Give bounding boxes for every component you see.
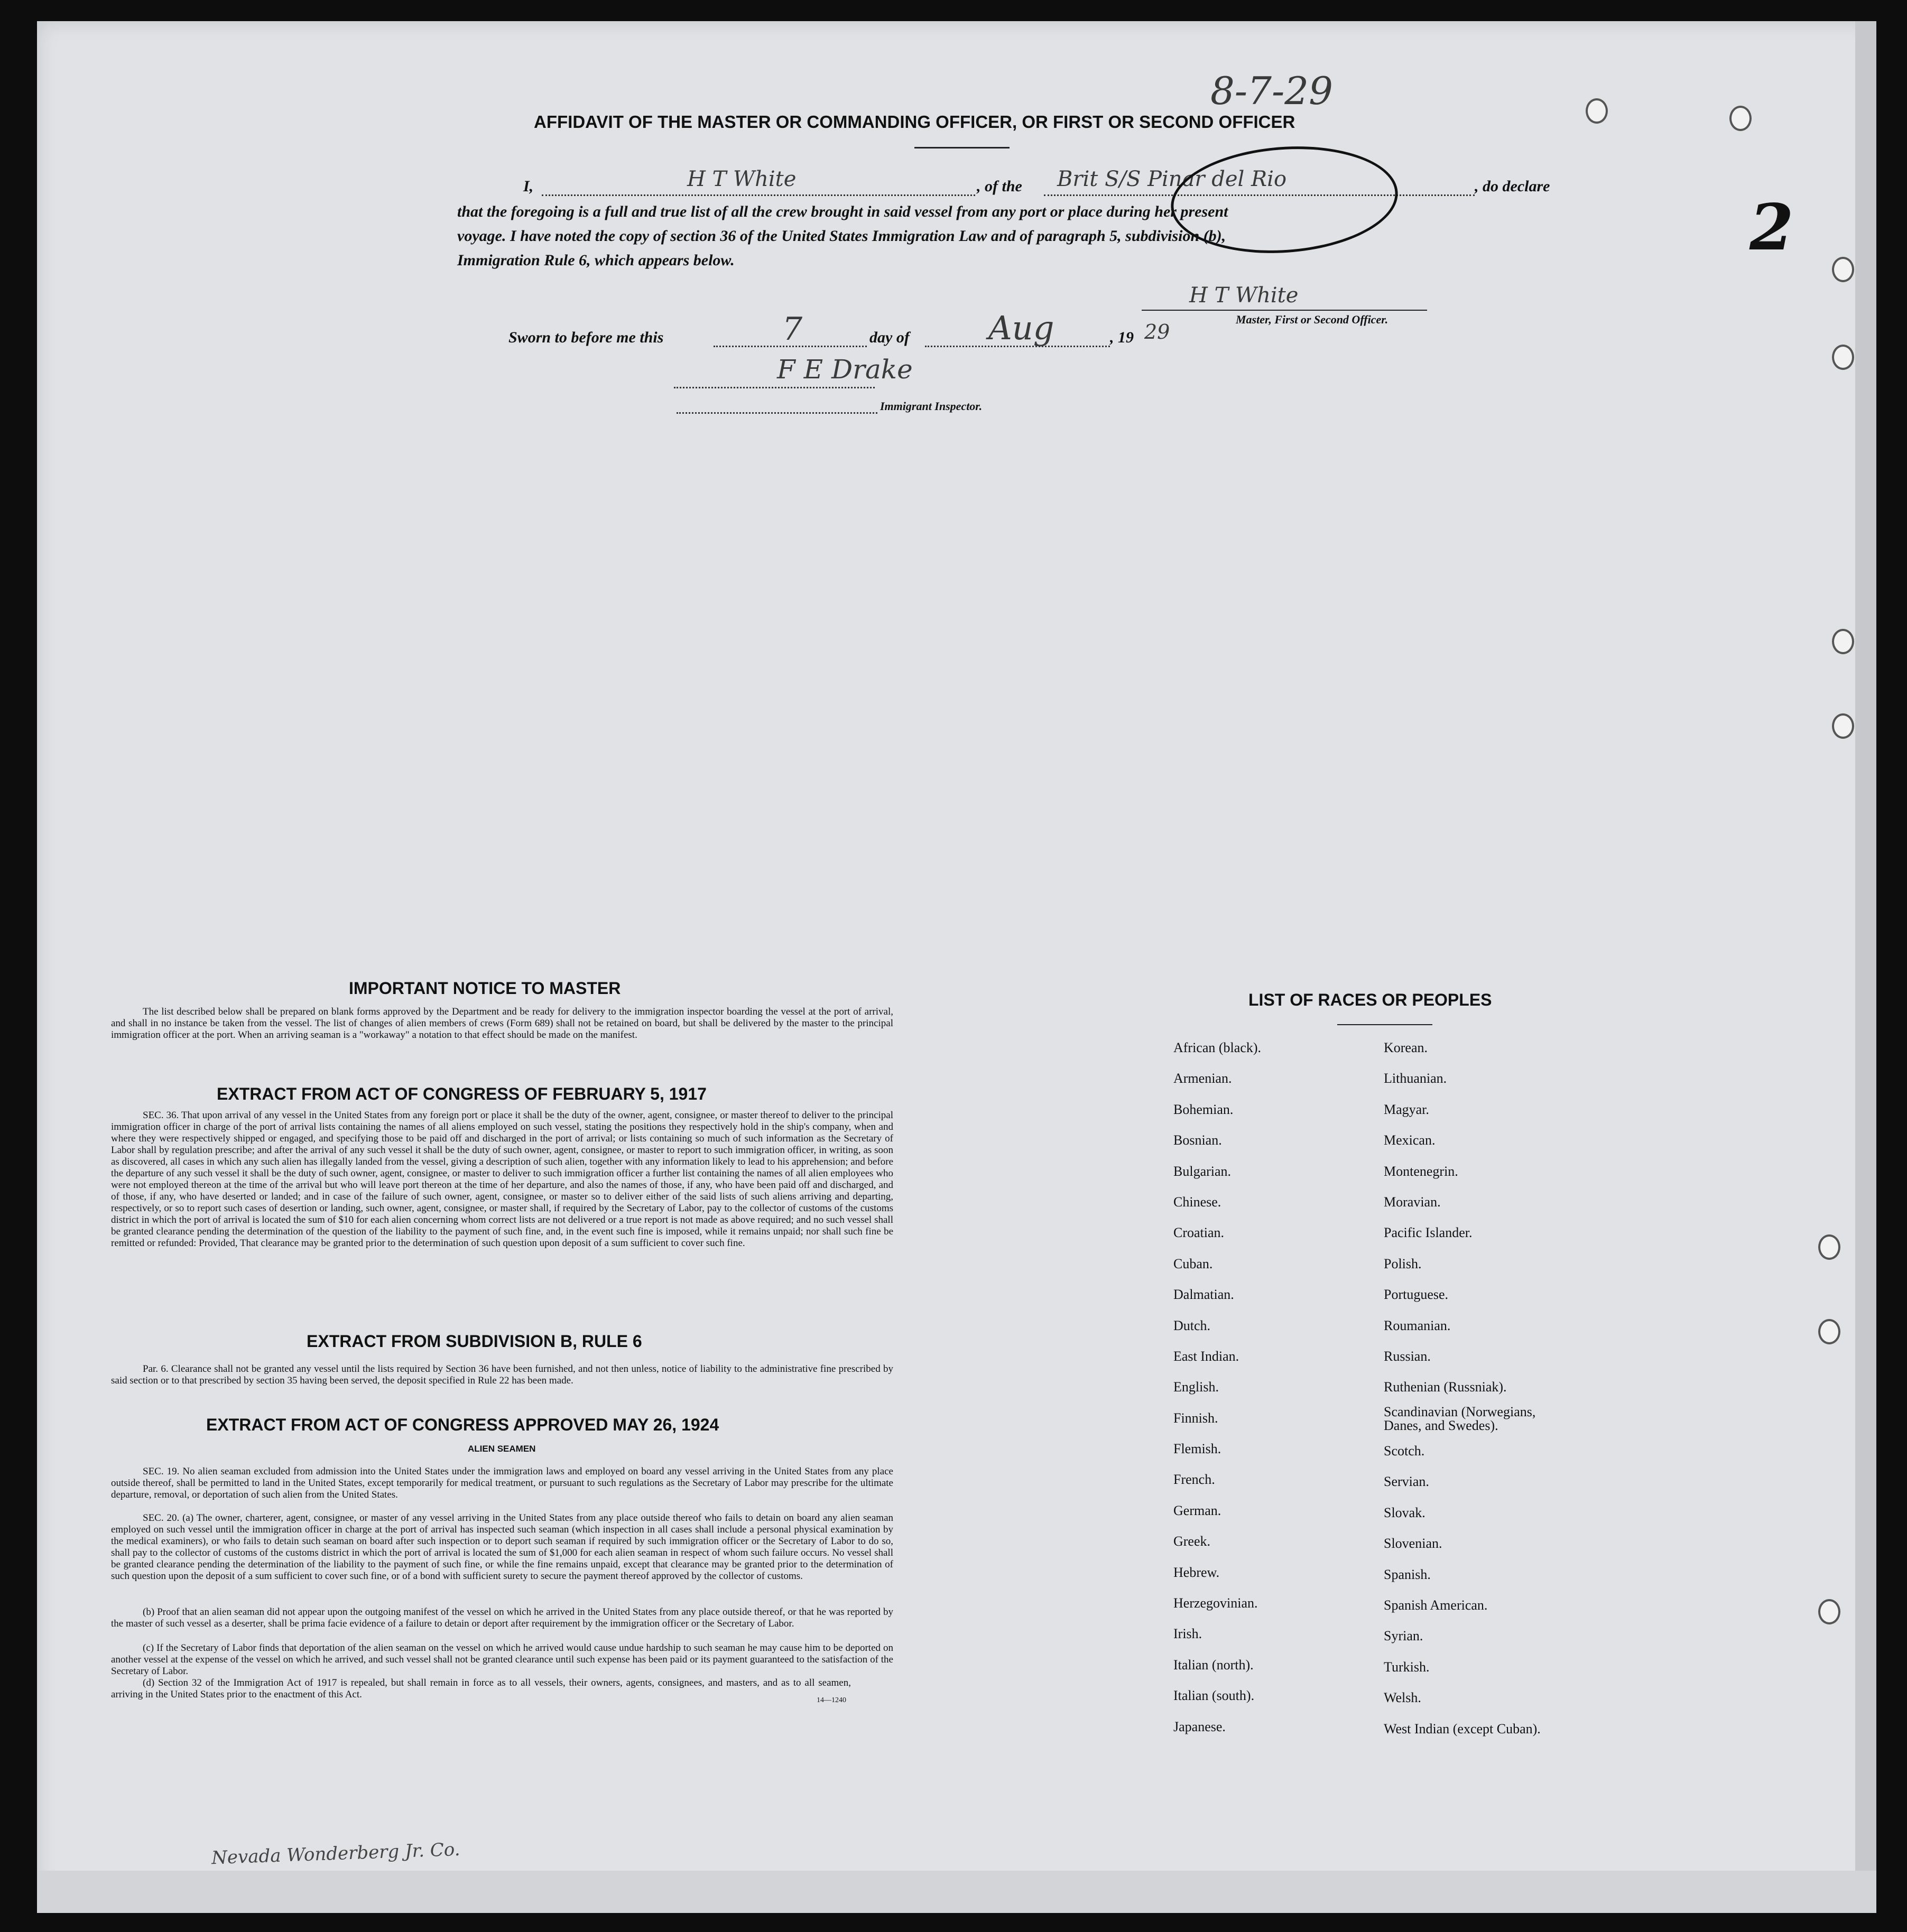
binder-hole [1832,713,1854,739]
race-item: Korean. [1384,1040,1428,1055]
race-item: Irish. [1173,1626,1202,1642]
inspector-signature: F E Drake [777,354,913,385]
sec-20a: SEC. 20. (a) The owner, charterer, agent, consignee, or master of any vessel arriving in the United States from any place outside thereof who fails to detain on board any alien seaman employed on such vessel until the immigration officer in charge at the port of arrival has inspected such seaman (which inspection in all cases shall include a personal physical examination by the medical examiners), or who fails to detain such seaman on board after such inspection or to deport such seaman if required by such immigration officer or the Secretary of Labor to do so, shall pay to the collector of customs of the customs district in which the port of arrival is located the sum of $1,000 for each alien seaman in respect of whom such failure occurs. No vessel shall be granted clearance pending the determination of the liability to the payment of such fine, or while the fine remains unpaid, except that clearance may be granted prior to the determination of such question upon the deposit of a sum sufficient to cover such fine, or of a bond with sufficient surety to secure the payment thereof approved by the collector of customs. [111,1512,893,1582]
sec-19: SEC. 19. No alien seaman excluded from admission into the United States under the immigration laws and employed on board any vessel arriving in the United States from any place outside thereof, shall be permitted to land in the United States, except temporarily for medical treatment, or pursuant to such regulations as the Secretary of Labor may prescribe for the ultimate departure, removal, or deportation of such alien from the United States. [111,1466,893,1500]
binder-hole [1832,345,1854,370]
binder-hole [1818,1319,1840,1344]
race-item: Polish. [1384,1256,1422,1271]
master-signature: H T White [1189,283,1299,308]
race-item: Portuguese. [1384,1287,1449,1303]
binder-hole [1832,629,1854,654]
race-item: Slovak. [1384,1504,1425,1520]
race-item: Italian (north). [1173,1657,1254,1673]
extract-1917-title: EXTRACT FROM ACT OF CONGRESS OF FEBRUARY 5, 1917 [217,1084,707,1103]
race-item: Armenian. [1173,1071,1232,1086]
race-item: Greek. [1173,1534,1211,1549]
binder-hole [1818,1234,1840,1260]
extract-1924-title: EXTRACT FROM ACT OF CONGRESS APPROVED MAY 26, 1924 [206,1415,719,1434]
races-title: LIST OF RACES OR PEOPLES [1248,990,1492,1009]
binder-hole [1818,1599,1840,1624]
race-item: Lithuanian. [1384,1071,1447,1086]
race-item: West Indian (except Cuban). [1384,1721,1541,1736]
race-item: African (black). [1173,1040,1262,1055]
race-item: Dalmatian. [1173,1287,1234,1303]
race-item: Bohemian. [1173,1101,1234,1117]
sec-20d: (d) Section 32 of the Immigration Act of 1917 is repealed, but shall remain in force as to all vessels, their owners, agents, consignees, and masters, and as to all seamen, arriving in the United States prior to the enactment of this Act. [111,1677,851,1700]
affidavit-line-4: Immigration Rule 6, which appears below. [457,252,735,269]
race-item: Spanish. [1384,1566,1431,1582]
handwritten-date: 8-7-29 [1210,69,1333,113]
sec-20b: (b) Proof that an alien seaman did not appear upon the outgoing manifest of the vessel on which he arrived in the United States from any place outside thereof, or that he was reported by the master of such vessel as a deserter, shall be prima facie evidence of a failure to detain or deport after requirement by the immigration officer or the Secretary of Labor. [111,1606,893,1629]
master-signature-line [1142,310,1427,311]
bottom-scribble: Nevada Wonderberg Jr. Co. [211,1838,461,1869]
year-prefix: , 19 [1110,329,1134,346]
race-item: Mexican. [1384,1132,1436,1148]
race-item: Cuban. [1173,1256,1213,1271]
do-declare-label: , do declare [1475,178,1550,195]
race-item: Magyar. [1384,1101,1429,1117]
race-item: Russian. [1384,1348,1431,1364]
day-of-label: day of [869,329,910,346]
sec-20c: (c) If the Secretary of Labor finds that deportation of the alien seaman on the vessel on which he arrived would cause undue hardship to such seaman he may cause him to be deported on another vessel at the expense of the vessel on which he arrived, and such vessel shall not be granted clearance until such expense has been paid or its payment guaranteed to the satisfaction of the Secretary of Labor. [111,1642,893,1677]
vessel-name: Brit S/S Pinar del Rio [1057,167,1287,191]
race-item: Servian. [1384,1474,1429,1490]
rule6-title: EXTRACT FROM SUBDIVISION B, RULE 6 [307,1332,642,1351]
extract-1924-subtitle: ALIEN SEAMEN [468,1444,536,1454]
race-item: English. [1173,1379,1219,1395]
race-item: Italian (south). [1173,1688,1255,1704]
sworn-month: Aug [988,309,1054,347]
race-item: Finnish. [1173,1410,1218,1426]
handwritten-mark: 2 [1749,190,1794,265]
sworn-day: 7 [782,311,803,348]
races-right-column [1384,1033,1558,1744]
inspector-caption-line [677,412,877,414]
binder-hole [1586,98,1608,124]
sworn-year: 29 [1144,320,1170,343]
races-left-column [1173,1033,1261,1742]
race-item: Dutch. [1173,1317,1211,1333]
affidavit-line-3: voyage. I have noted the copy of section 36 of the United States Immigration Law and of paragraph 5, subdivision (b), [457,227,1226,245]
inspector-signature-line [674,387,875,388]
binder-hole [1832,257,1854,282]
affidavit-line-2: that the foregoing is a full and true list of all the crew brought in said vessel from any port or place during her present [457,203,1228,220]
sworn-label: Sworn to before me this [508,329,664,346]
race-item: Scandinavian (Norwegians, Danes, and Swedes). [1384,1404,1536,1433]
race-item: Pacific Islander. [1384,1225,1473,1241]
extract-1917-body: SEC. 36. That upon arrival of any vessel in the United States from any foreign port or place it shall be the duty of the owner, agent, consignee, or master thereof to deliver to the principal immigration officer in charge of the port of arrival lists containing the names of all aliens employed on such vessel, stating the positions they respectively hold in the ship's company, when and where they were respectively shipped or engaged, and specifying those to be paid off and discharged in the port of arrival; or lists containing so much of such information as the Secretary of Labor shall by regulation prescribe; and after the arrival of any such vessel it shall be the duty of such owner, agent, consignee, or master to report to such immigration officer, in writing, as soon as discovered, all cases in which any such alien has illegally landed from the vessel, giving a description of such alien, together with any information likely to lead to his apprehension; and before the departure of any such vessel it shall be the duty of such owner, agent, consignee, or master to deliver to such immigration officer a further list containing the names of all alien employees who were not employed thereon at the time of the arrival but who will leave port thereon at the time of her departure, and also the names of those, if any, who have been paid off and discharged, and of those, if any, who have deserted or landed; and in case of the failure of such owner, agent, consignee, or master so to deliver either of the said lists of such aliens arriving and departing, respectively, or so to report such cases of desertion or landing, such owner, agent, consignee, or master shall, if required by the Secretary of Labor, pay to the collector of customs of the customs district in which the port of arrival is located the sum of $10 for each alien concerning whom correct lists are not delivered or a true report is not made as above required; and no such vessel shall be granted clearance pending the determination of the question of the liability to the payment of such fine, and, in the event such fine is imposed, while it remains unpaid; nor shall such fine be remitted or refunded: Provided, That clearance may be granted prior to the determination of such question upon deposit of a sum sufficient to cover such fine. [111,1110,893,1249]
race-item: Ruthenian (Russniak). [1384,1379,1507,1395]
race-item: Scotch. [1384,1443,1425,1459]
race-item: Moravian. [1384,1194,1441,1210]
inspector-caption: Immigrant Inspector. [880,400,983,413]
race-item: Welsh. [1384,1690,1421,1706]
race-item: Roumanian. [1384,1317,1451,1333]
form-number: 14—1240 [817,1696,846,1704]
master-name: H T White [687,167,797,191]
race-item: Herzegovinian. [1173,1595,1258,1611]
affidavit-i: I, [523,178,534,195]
race-item: Bulgarian. [1173,1163,1232,1179]
race-item: Slovenian. [1384,1536,1442,1552]
title-divider [914,147,1010,148]
race-item: French. [1173,1472,1215,1488]
master-signature-caption: Master, First or Second Officer. [1236,313,1388,326]
race-item: Montenegrin. [1384,1163,1458,1179]
race-item: Bosnian. [1173,1132,1222,1148]
of-the-label: , of the [977,178,1022,195]
race-item: Syrian. [1384,1628,1423,1644]
notice-body: The list described below shall be prepared on blank forms approved by the Department and be ready for delivery to the immigration inspector boarding the vessel at the port of arrival, and shall in no instance be taken from the vessel. The list of changes of alien members of crews (Form 689) shall not be retained on board, but shall be delivered by the master to the principal immigration officer at the port. When an arriving seaman is a "workaway" a notation to that effect should be made on the manifest. [111,1006,893,1041]
race-item: Flemish. [1173,1441,1221,1457]
race-item: Chinese. [1173,1194,1221,1210]
affidavit-title: AFFIDAVIT OF THE MASTER OR COMMANDING OFFICER, OR FIRST OR SECOND OFFICER [534,112,1295,132]
race-item: Japanese. [1173,1719,1226,1734]
binder-hole [1729,106,1752,131]
race-item: Croatian. [1173,1225,1225,1241]
page-edge [1855,21,1876,1913]
race-item: Turkish. [1384,1659,1430,1675]
races-divider [1337,1024,1432,1025]
race-item: East Indian. [1173,1348,1239,1364]
notice-title: IMPORTANT NOTICE TO MASTER [349,979,621,998]
race-item: Hebrew. [1173,1564,1220,1580]
race-item: Spanish American. [1384,1597,1488,1613]
page-edge-bottom [37,1871,1876,1913]
race-item: German. [1173,1502,1221,1518]
rule6-body: Par. 6. Clearance shall not be granted any vessel until the lists required by Section 36 have been furnished, and not then unless, notice of liability to the administrative fine prescribed by said section or to that prescribed by section 35 having been served, the deposit specified in Rule 22 has been made. [111,1363,893,1386]
master-name-line [542,194,975,196]
